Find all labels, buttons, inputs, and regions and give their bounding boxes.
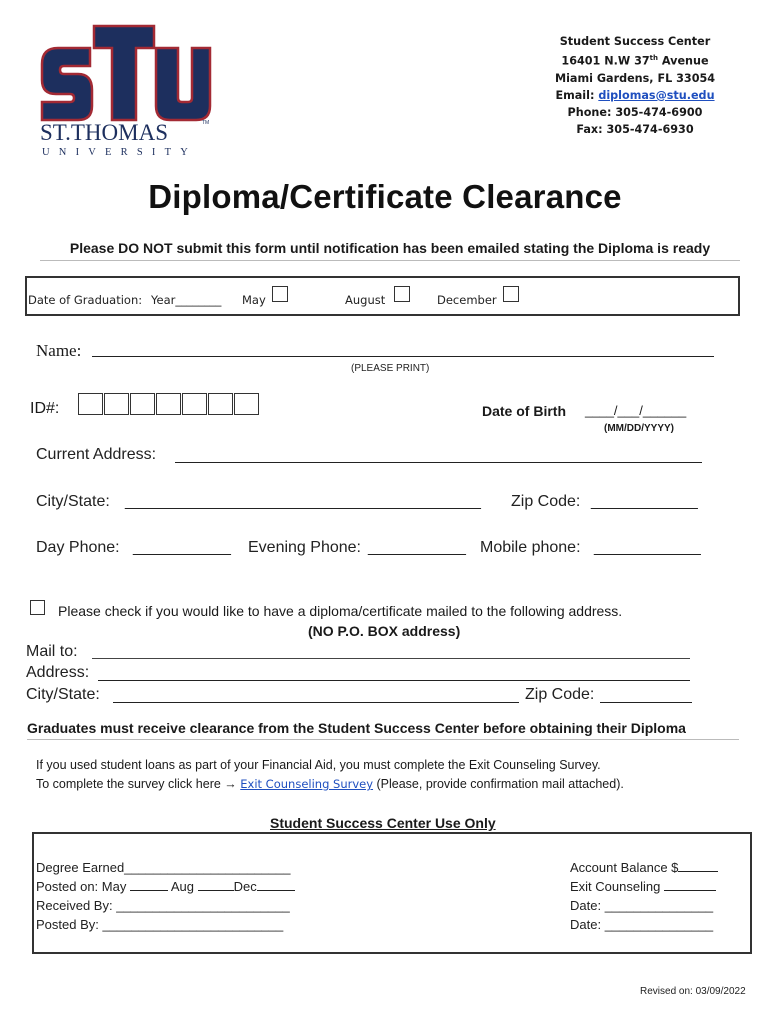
exit-counseling-input[interactable] [664, 890, 716, 891]
id-digit-box[interactable] [156, 393, 181, 415]
mail-to-label: Mail to: [26, 643, 78, 660]
street-suffix: th [649, 54, 658, 62]
mobile-phone-label: Mobile phone: [480, 539, 581, 556]
posted-aug-input[interactable] [198, 890, 234, 891]
mobile-phone-input[interactable]: ____________ [594, 539, 701, 556]
loans-line-2-end: (Please, provide confirmation mail attached). [373, 777, 624, 791]
mail-address-label: Address: [26, 664, 90, 681]
id-digit-boxes[interactable] [78, 393, 260, 420]
zip-input[interactable]: ____________ [591, 493, 698, 510]
day-phone-label: Day Phone: [36, 539, 120, 556]
balance-input[interactable] [678, 871, 718, 872]
city-state-input[interactable]: ________________________________________ [125, 493, 481, 510]
date-row-2 [570, 917, 713, 932]
logo-tm: TM [202, 120, 210, 126]
street-name: Avenue [658, 54, 709, 68]
id-digit-box[interactable] [208, 393, 233, 415]
posted-by-input[interactable]: _________________________ [102, 917, 284, 932]
posted-dec-input[interactable] [257, 890, 295, 891]
submission-notice: Please DO NOT submit this form until notification has been emailed stating the Diploma is ready [40, 240, 740, 261]
id-label: ID#: [30, 400, 60, 417]
balance-label: Account Balance $ [570, 860, 679, 875]
balance-row [570, 860, 718, 875]
office-street [540, 50, 730, 70]
date-row-1 [570, 898, 713, 913]
logo-sub: UNIVERSITY [42, 147, 197, 158]
no-po-box-note: (NO P.O. BOX address) [308, 623, 461, 639]
email-link[interactable]: diplomas@stu.edu [598, 88, 715, 102]
posted-dec-label: Dec [233, 879, 257, 894]
id-digit-box[interactable] [104, 393, 129, 415]
august-checkbox[interactable] [394, 286, 410, 302]
mail-diploma-checkbox[interactable] [30, 600, 45, 615]
mail-city-label: City/State: [26, 686, 100, 703]
graduation-year: Year________ [151, 293, 222, 307]
degree-label: Degree Earned [36, 860, 125, 875]
evening-phone-label: Evening Phone: [248, 539, 361, 556]
logo-graphic [38, 22, 214, 158]
evening-phone-input[interactable]: ___________ [368, 539, 466, 556]
posted-aug-label: Aug [170, 879, 195, 894]
received-row [36, 898, 290, 913]
posted-by-label: Posted By: [36, 917, 99, 932]
december-label: December [437, 293, 497, 307]
office-use-box [32, 832, 752, 954]
office-use-title: Student Success Center Use Only [270, 815, 496, 831]
august-label: August [345, 293, 386, 307]
exit-counseling-survey-link[interactable]: Exit Counseling Survey [240, 777, 374, 791]
dob-input[interactable]: ____/___/______ [585, 403, 687, 418]
name-input-line[interactable] [92, 356, 714, 357]
city-state-label: City/State: [36, 493, 110, 510]
dob-label: Date of Birth [482, 403, 566, 419]
mail-zip-label: Zip Code: [525, 686, 595, 703]
zip-label: Zip Code: [511, 493, 581, 510]
mail-address-input-line[interactable] [98, 680, 690, 681]
day-phone-input[interactable]: ___________ [133, 539, 231, 556]
mail-zip-input-line[interactable] [600, 702, 692, 703]
posted-on-row [36, 879, 295, 894]
posted-may-input[interactable] [130, 890, 168, 891]
office-fax: Fax: 305-474-6930 [576, 122, 694, 136]
current-address-input-line[interactable] [175, 462, 702, 463]
posted-on-label: Posted on: [36, 879, 99, 894]
date-1-label: Date: [570, 898, 602, 913]
exit-counseling-label: Exit Counseling [570, 879, 661, 894]
revision-date: Revised on: 03/09/2022 [640, 986, 746, 997]
graduation-label: Date of Graduation: [28, 293, 143, 307]
page-title: Diploma/Certificate Clearance [148, 178, 622, 215]
posted-may-label: May [101, 879, 127, 894]
degree-row [36, 860, 290, 875]
name-label: Name: [36, 341, 82, 360]
dob-format-hint: (MM/DD/YYYY) [604, 423, 674, 434]
date-2-input[interactable]: _______________ [604, 917, 714, 932]
loans-line-1: If you used student loans as part of your Financial Aid, you must complete the Exit Counseling Survey. [36, 758, 601, 772]
graduation-date-box [25, 276, 740, 316]
received-label: Received By: [36, 898, 113, 913]
may-label: May [242, 293, 266, 307]
office-phone: Phone: 305-474-6900 [567, 105, 703, 119]
loans-line-2 [36, 777, 624, 791]
id-digit-box[interactable] [78, 393, 103, 415]
mail-city-input-line[interactable] [113, 702, 519, 703]
id-digit-box[interactable] [182, 393, 207, 415]
current-address-label: Current Address: [36, 446, 157, 463]
date-2-label: Date: [570, 917, 602, 932]
clearance-notice: Graduates must receive clearance from the Student Success Center before obtaining their Diploma [27, 720, 739, 740]
date-1-input[interactable]: _______________ [604, 898, 714, 913]
stu-logo [38, 22, 214, 158]
loans-line-2-text: To complete the survey click here → [36, 777, 241, 791]
office-email-row [540, 87, 730, 104]
received-input[interactable]: ________________________ [116, 898, 290, 913]
office-name: Student Success Center [559, 35, 711, 48]
degree-input[interactable]: _______________________ [124, 860, 291, 875]
mail-diploma-text: Please check if you would like to have a diploma/certificate mailed to the following address. [58, 603, 623, 619]
december-checkbox[interactable] [503, 286, 519, 302]
email-label: Email: [555, 88, 599, 102]
posted-by-row [36, 917, 283, 932]
exit-counseling-row [570, 879, 716, 894]
name-print-hint: (PLEASE PRINT) [351, 363, 430, 374]
logo-name: ST.THOMAS [40, 120, 169, 145]
may-checkbox[interactable] [272, 286, 288, 302]
office-address-block [540, 33, 730, 138]
street-number: 16401 N.W 37 [561, 54, 650, 68]
id-digit-box[interactable] [130, 393, 155, 415]
id-digit-box[interactable] [234, 393, 259, 415]
office-city: Miami Gardens, FL 33054 [554, 71, 716, 85]
mail-to-input-line[interactable] [92, 658, 690, 659]
